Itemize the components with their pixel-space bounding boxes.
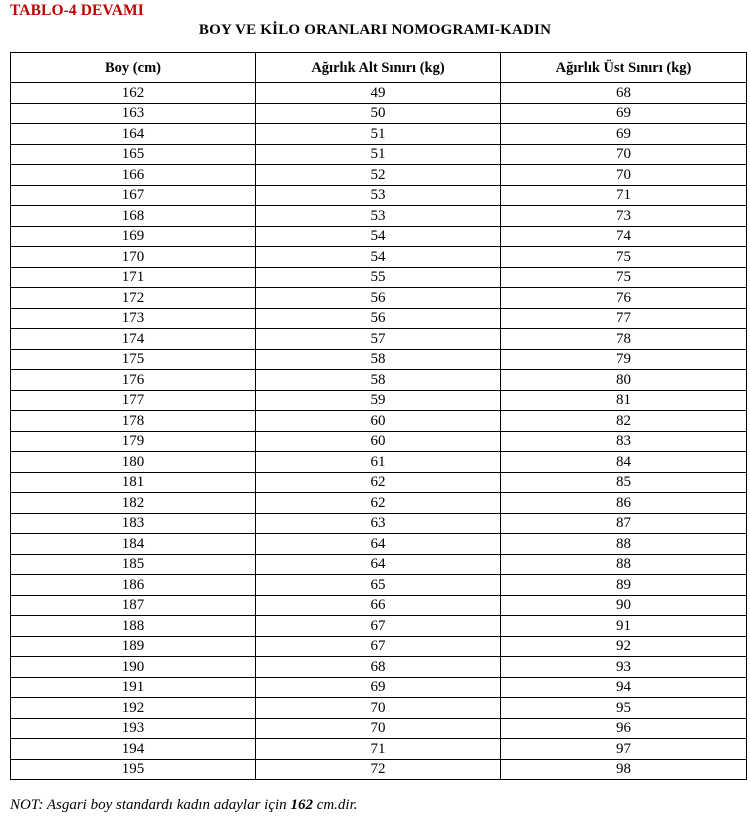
cell-height: 187	[11, 595, 256, 616]
table-row	[11, 431, 747, 452]
cell-weight-min: 64	[256, 534, 501, 555]
cell-weight-max: 98	[501, 759, 747, 780]
cell-weight-max: 68	[501, 83, 747, 104]
cell-height: 179	[11, 431, 256, 452]
cell-weight-max: 96	[501, 718, 747, 739]
column-header-weight-max: Ağırlık Üst Sınırı (kg)	[501, 53, 747, 83]
footnote-suffix: cm.dir.	[312, 797, 358, 813]
cell-weight-min: 50	[256, 103, 501, 124]
cell-height: 169	[11, 226, 256, 247]
cell-weight-max: 70	[501, 165, 747, 186]
table-row	[11, 595, 747, 616]
cell-weight-max: 77	[501, 308, 747, 329]
cell-weight-min: 52	[256, 165, 501, 186]
cell-height: 186	[11, 575, 256, 596]
cell-weight-max: 69	[501, 103, 747, 124]
cell-weight-min: 66	[256, 595, 501, 616]
cell-height: 195	[11, 759, 256, 780]
cell-weight-min: 64	[256, 554, 501, 575]
table-row	[11, 390, 747, 411]
cell-weight-min: 51	[256, 144, 501, 165]
table-row	[11, 411, 747, 432]
table-row	[11, 288, 747, 309]
cell-height: 170	[11, 247, 256, 268]
cell-weight-max: 70	[501, 144, 747, 165]
table-row	[11, 698, 747, 719]
cell-weight-max: 74	[501, 226, 747, 247]
cell-weight-min: 55	[256, 267, 501, 288]
cell-height: 190	[11, 657, 256, 678]
cell-weight-min: 61	[256, 452, 501, 473]
cell-weight-max: 88	[501, 534, 747, 555]
cell-height: 175	[11, 349, 256, 370]
cell-weight-min: 54	[256, 247, 501, 268]
cell-weight-max: 91	[501, 616, 747, 637]
cell-height: 164	[11, 124, 256, 145]
footnote-min-height: 162	[290, 797, 313, 813]
cell-weight-min: 63	[256, 513, 501, 534]
cell-height: 191	[11, 677, 256, 698]
table-row	[11, 144, 747, 165]
table-row	[11, 657, 747, 678]
cell-height: 188	[11, 616, 256, 637]
table-header-row	[11, 53, 747, 83]
cell-weight-min: 70	[256, 698, 501, 719]
table-row	[11, 206, 747, 227]
cell-weight-min: 56	[256, 288, 501, 309]
table-row	[11, 185, 747, 206]
cell-weight-max: 69	[501, 124, 747, 145]
cell-height: 181	[11, 472, 256, 493]
cell-weight-max: 89	[501, 575, 747, 596]
cell-weight-max: 84	[501, 452, 747, 473]
cell-weight-min: 69	[256, 677, 501, 698]
cell-weight-max: 92	[501, 636, 747, 657]
table-row	[11, 677, 747, 698]
cell-weight-max: 85	[501, 472, 747, 493]
cell-weight-min: 54	[256, 226, 501, 247]
table-body	[11, 83, 747, 780]
footnote	[10, 797, 358, 814]
page-title: BOY VE KİLO ORANLARI NOMOGRAMI-KADIN	[198, 22, 552, 38]
cell-height: 180	[11, 452, 256, 473]
table-row	[11, 349, 747, 370]
cell-weight-max: 90	[501, 595, 747, 616]
cell-height: 168	[11, 206, 256, 227]
cell-weight-max: 82	[501, 411, 747, 432]
cell-height: 167	[11, 185, 256, 206]
cell-weight-min: 62	[256, 472, 501, 493]
cell-weight-min: 59	[256, 390, 501, 411]
table-row	[11, 452, 747, 473]
footnote-prefix: NOT: Asgari boy standardı kadın adaylar için	[10, 797, 291, 813]
cell-weight-max: 88	[501, 554, 747, 575]
cell-weight-min: 58	[256, 349, 501, 370]
table-row	[11, 124, 747, 145]
height-weight-table	[10, 52, 747, 780]
cell-height: 171	[11, 267, 256, 288]
cell-weight-min: 53	[256, 206, 501, 227]
cell-weight-min: 68	[256, 657, 501, 678]
table-row	[11, 226, 747, 247]
cell-weight-min: 67	[256, 616, 501, 637]
cell-height: 174	[11, 329, 256, 350]
cell-weight-max: 80	[501, 370, 747, 391]
cell-weight-min: 60	[256, 411, 501, 432]
table-row	[11, 739, 747, 760]
cell-height: 165	[11, 144, 256, 165]
cell-weight-min: 56	[256, 308, 501, 329]
column-header-height: Boy (cm)	[11, 53, 256, 83]
cell-weight-max: 97	[501, 739, 747, 760]
cell-weight-min: 71	[256, 739, 501, 760]
table-row	[11, 493, 747, 514]
cell-height: 193	[11, 718, 256, 739]
table-row	[11, 370, 747, 391]
cell-weight-max: 75	[501, 247, 747, 268]
table-row	[11, 554, 747, 575]
cell-weight-min: 51	[256, 124, 501, 145]
cell-weight-min: 70	[256, 718, 501, 739]
cell-weight-min: 57	[256, 329, 501, 350]
cell-weight-max: 73	[501, 206, 747, 227]
cell-weight-max: 83	[501, 431, 747, 452]
cell-height: 173	[11, 308, 256, 329]
cell-weight-min: 60	[256, 431, 501, 452]
table-row	[11, 247, 747, 268]
cell-weight-max: 76	[501, 288, 747, 309]
table-row	[11, 718, 747, 739]
cell-weight-max: 86	[501, 493, 747, 514]
cell-weight-max: 81	[501, 390, 747, 411]
cell-height: 184	[11, 534, 256, 555]
cell-weight-max: 94	[501, 677, 747, 698]
table-row	[11, 83, 747, 104]
cell-weight-max: 93	[501, 657, 747, 678]
table-row	[11, 513, 747, 534]
table-row	[11, 759, 747, 780]
table-continued-label: TABLO-4 DEVAMI	[10, 2, 144, 19]
cell-height: 163	[11, 103, 256, 124]
cell-height: 194	[11, 739, 256, 760]
cell-height: 192	[11, 698, 256, 719]
table-row	[11, 575, 747, 596]
table-row	[11, 534, 747, 555]
cell-weight-min: 58	[256, 370, 501, 391]
cell-height: 178	[11, 411, 256, 432]
cell-height: 177	[11, 390, 256, 411]
cell-weight-max: 71	[501, 185, 747, 206]
cell-weight-min: 62	[256, 493, 501, 514]
cell-height: 162	[11, 83, 256, 104]
cell-weight-max: 87	[501, 513, 747, 534]
cell-weight-max: 79	[501, 349, 747, 370]
cell-height: 166	[11, 165, 256, 186]
cell-height: 176	[11, 370, 256, 391]
cell-height: 189	[11, 636, 256, 657]
cell-height: 183	[11, 513, 256, 534]
cell-weight-max: 78	[501, 329, 747, 350]
cell-weight-min: 65	[256, 575, 501, 596]
table-row	[11, 103, 747, 124]
cell-weight-max: 75	[501, 267, 747, 288]
cell-weight-min: 49	[256, 83, 501, 104]
cell-weight-min: 53	[256, 185, 501, 206]
cell-height: 172	[11, 288, 256, 309]
cell-height: 182	[11, 493, 256, 514]
cell-weight-max: 95	[501, 698, 747, 719]
table-row	[11, 308, 747, 329]
table-row	[11, 165, 747, 186]
table-row	[11, 267, 747, 288]
table-row	[11, 636, 747, 657]
cell-weight-min: 72	[256, 759, 501, 780]
table-row	[11, 616, 747, 637]
table-row	[11, 472, 747, 493]
table-row	[11, 329, 747, 350]
cell-height: 185	[11, 554, 256, 575]
cell-weight-min: 67	[256, 636, 501, 657]
column-header-weight-min: Ağırlık Alt Sınırı (kg)	[256, 53, 501, 83]
